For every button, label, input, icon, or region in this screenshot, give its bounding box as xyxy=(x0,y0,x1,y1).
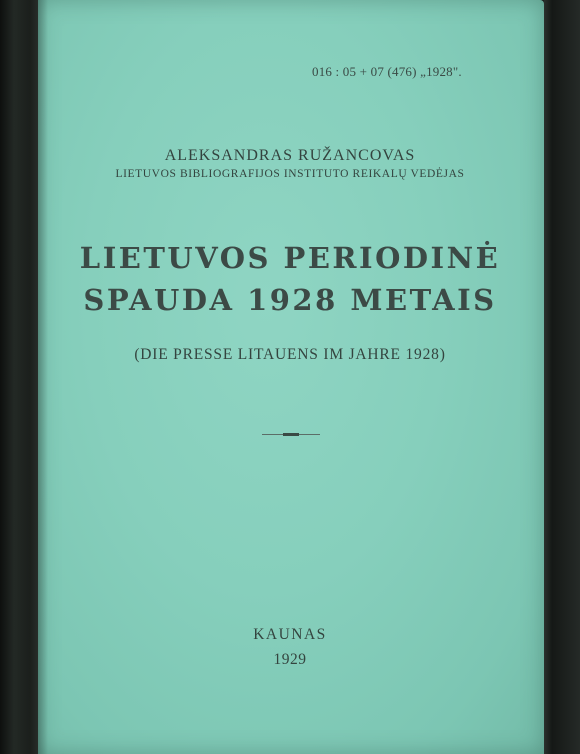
author-name: ALEKSANDRAS RUŽANCOVAS xyxy=(164,147,416,164)
author-role: LIETUVOS BIBLIOGRAFIJOS INSTITUTO REIKALŲ VEDĖJAS xyxy=(115,168,465,180)
title-line-1: LIETUVOS PERIODINĖ xyxy=(79,241,501,275)
title-line-2: SPAUDA 1928 METAIS xyxy=(83,283,497,317)
publication-place: KAUNAS xyxy=(253,626,327,643)
subtitle: (DIE PRESSE LITAUENS IM JAHRE 1928) xyxy=(134,346,446,363)
classification-code: 016 : 05 + 07 (476) „1928". xyxy=(312,64,462,79)
publication-year: 1929 xyxy=(273,651,307,668)
divider-center-mark xyxy=(283,433,299,436)
